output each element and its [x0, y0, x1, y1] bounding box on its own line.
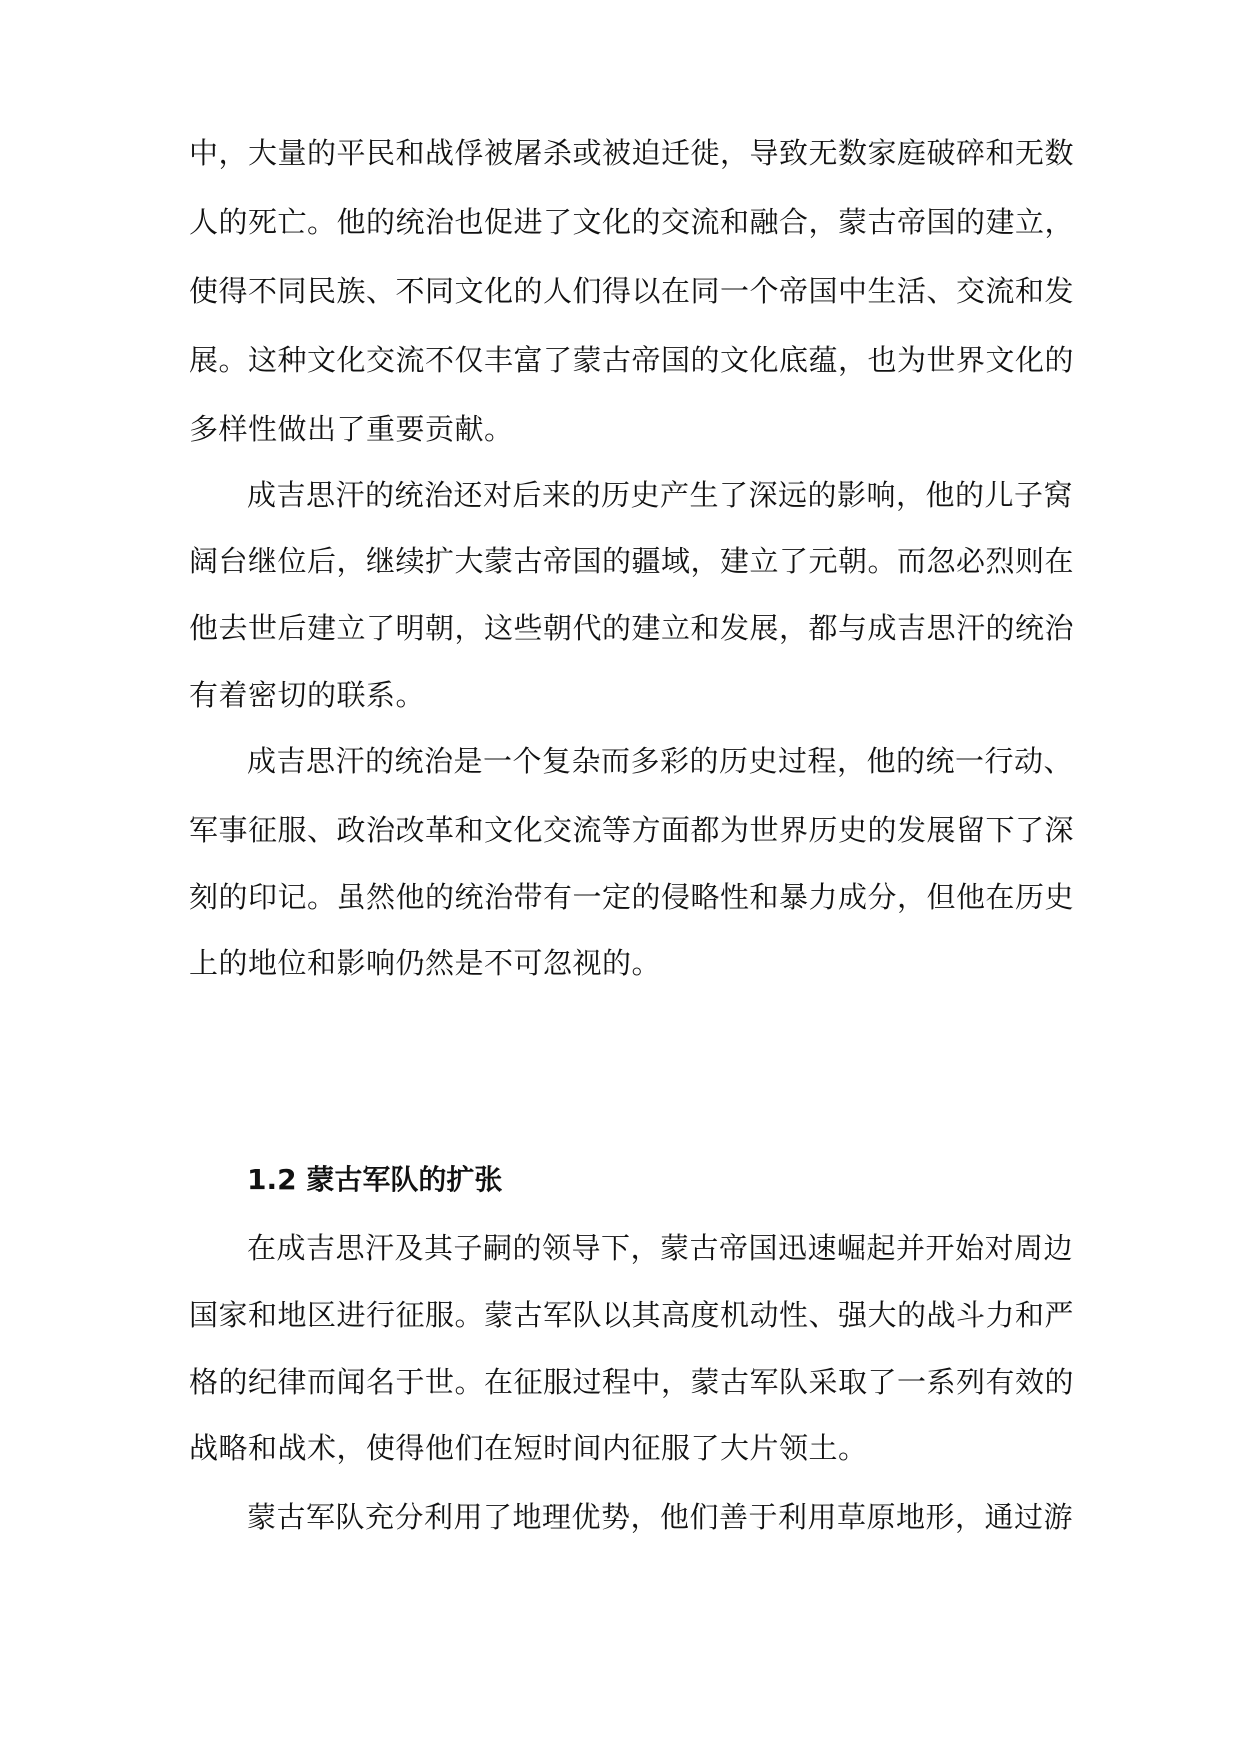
paragraph-1-line-4: 展。这种文化交流不仅丰富了蒙古帝国的文化底蕴，也为世界文化的: [189, 343, 1075, 377]
paragraph-3-line-2: 军事征服、政治改革和文化交流等方面都为世界历史的发展留下了深: [189, 813, 1075, 847]
section-paragraph-1-line-1: 在成吉思汗及其子嗣的领导下，蒙古帝国迅速崛起并开始对周边: [247, 1231, 1074, 1265]
paragraph-3-line-1: 成吉思汗的统治是一个复杂而多彩的历史过程，他的统一行动、: [247, 744, 1074, 778]
section-paragraph-2-line-1: 蒙古军队充分利用了地理优势，他们善于利用草原地形，通过游: [247, 1500, 1074, 1534]
paragraph-3-line-4: 上的地位和影响仍然是不可忽视的。: [189, 946, 662, 980]
paragraph-2-line-2: 阔台继位后，继续扩大蒙古帝国的疆域，建立了元朝。而忽必烈则在: [189, 544, 1075, 578]
section-paragraph-1-line-4: 战略和战术，使得他们在短时间内征服了大片领土。: [189, 1431, 868, 1465]
section-paragraph-1-line-2: 国家和地区进行征服。蒙古军队以其高度机动性、强大的战斗力和严: [189, 1298, 1075, 1332]
paragraph-2-line-4: 有着密切的联系。: [189, 678, 426, 712]
paragraph-1-line-5: 多样性做出了重要贡献。: [189, 412, 514, 446]
paragraph-3-line-3: 刻的印记。虽然他的统治带有一定的侵略性和暴力成分，但他在历史: [189, 880, 1075, 914]
paragraph-1-line-2: 人的死亡。他的统治也促进了文化的交流和融合，蒙古帝国的建立，: [189, 205, 1075, 239]
section-heading: 1.2 蒙古军队的扩张: [247, 1163, 503, 1196]
paragraph-1-line-3: 使得不同民族、不同文化的人们得以在同一个帝国中生活、交流和发: [189, 274, 1075, 308]
paragraph-2-line-3: 他去世后建立了明朝，这些朝代的建立和发展，都与成吉思汗的统治: [189, 611, 1075, 645]
paragraph-1-line-1: 中，大量的平民和战俘被屠杀或被迫迁徙，导致无数家庭破碎和无数: [189, 136, 1075, 170]
section-paragraph-1-line-3: 格的纪律而闻名于世。在征服过程中，蒙古军队采取了一系列有效的: [189, 1365, 1075, 1399]
paragraph-2-line-1: 成吉思汗的统治还对后来的历史产生了深远的影响，他的儿子窝: [247, 478, 1074, 512]
